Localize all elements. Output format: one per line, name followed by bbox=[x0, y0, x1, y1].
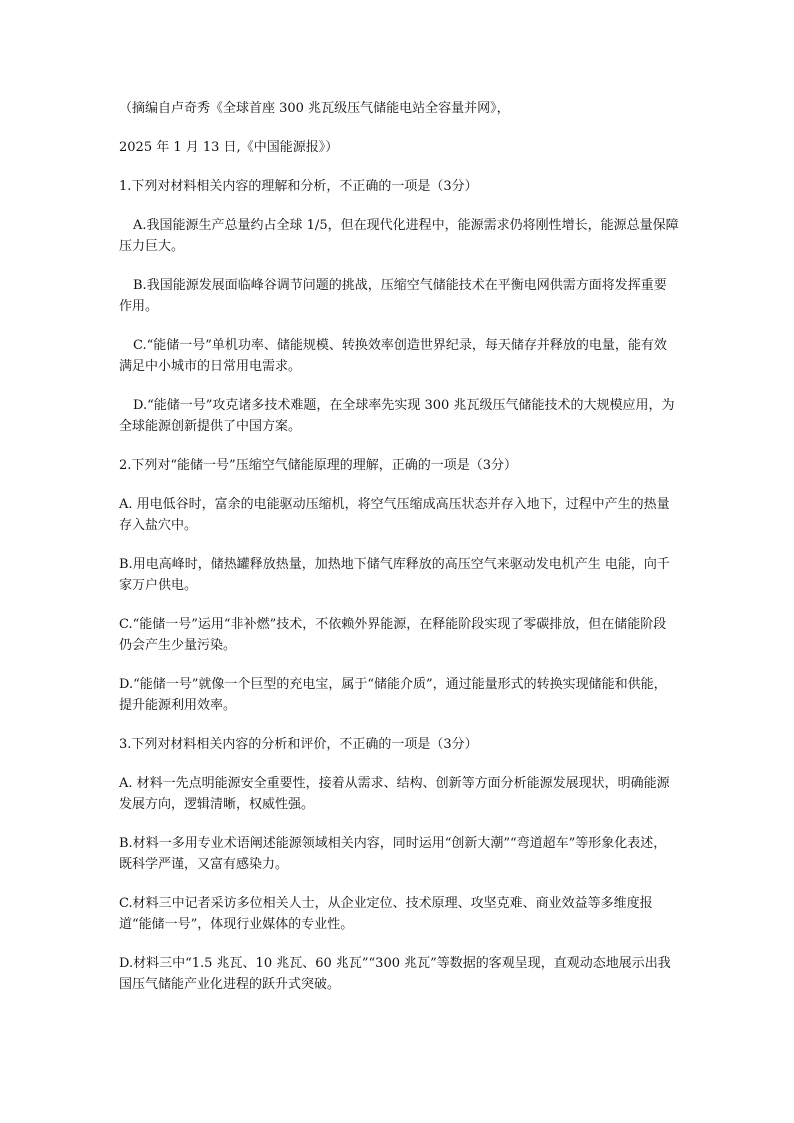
option-label: D. bbox=[119, 677, 134, 692]
question-3-option-b bbox=[119, 833, 679, 875]
option-label: C. bbox=[119, 896, 133, 911]
question-1-option-b bbox=[119, 275, 679, 317]
option-text: “能储一号”运用“非补燃”技术，不依赖外界能源，在释能阶段实现了零碳排放，但在储能阶段仍会产生少量污染。 bbox=[119, 617, 667, 653]
option-text: 我国能源发展面临峰谷调节问题的挑战，压缩空气储能技术在平衡电网供需方面将发挥重要作用。 bbox=[119, 278, 667, 314]
question-3-option-a bbox=[119, 773, 679, 815]
option-label: C. bbox=[133, 338, 147, 353]
spacer bbox=[119, 158, 679, 176]
option-text: “能储一号”攻克诸多技术难题，在全球率先实现 300 兆瓦级压气储能技术的大规模应用，为全球能源创新提供了中国方案。 bbox=[119, 398, 675, 434]
spacer bbox=[119, 536, 679, 554]
spacer bbox=[119, 476, 679, 494]
option-label: A. bbox=[119, 776, 133, 791]
question-2-option-a bbox=[119, 494, 679, 536]
question-2-stem: 2.下列对“能储一号”压缩空气储能原理的理解，正确的一项是（3分） bbox=[119, 458, 517, 473]
spacer bbox=[119, 935, 679, 953]
source-citation-line-1: （摘编自卢奇秀《全球首座 300 兆瓦级压气储能电站全容量并网》， bbox=[119, 101, 510, 116]
spacer bbox=[119, 197, 679, 215]
question-1-stem: 1.下列对材料相关内容的理解和分析，不正确的一项是（3分） bbox=[119, 179, 478, 194]
question-1-option-c bbox=[119, 335, 679, 377]
spacer bbox=[119, 656, 679, 674]
option-text: “能储一号”就像一个巨型的充电宝，属于“储能介质”，通过能量形式的转换实现储能和供能，提升能源利用效率。 bbox=[119, 677, 667, 713]
spacer bbox=[119, 377, 679, 395]
option-label: A. bbox=[119, 497, 133, 512]
question-2-option-d bbox=[119, 674, 679, 716]
option-label: B. bbox=[133, 278, 147, 293]
spacer bbox=[119, 437, 679, 455]
option-label: A. bbox=[133, 218, 147, 233]
question-1-option-d bbox=[119, 395, 679, 437]
question-3-option-c bbox=[119, 893, 679, 935]
option-text: 材料一多用专业术语阐述能源领域相关内容，同时运用“创新大潮”“弯道超车”等形象化表述，既科学严谨，又富有感染力。 bbox=[119, 836, 667, 872]
spacer bbox=[119, 119, 679, 137]
option-text: 材料一先点明能源安全重要性，接着从需求、结构、创新等方面分析能源发展现状，明确能源发展方向，逻辑清晰，权威性强。 bbox=[119, 776, 670, 812]
question-2-option-c bbox=[119, 614, 679, 656]
spacer bbox=[119, 317, 679, 335]
option-label: B. bbox=[119, 836, 133, 851]
option-text: 我国能源生产总量约占全球 1/5，但在现代化进程中，能源需求仍将刚性增长，能源总量保障压力巨大。 bbox=[119, 218, 679, 254]
option-text: 用电低谷时，富余的电能驱动压缩机，将空气压缩成高压状态并存入地下，过程中产生的热量存入盐穴中。 bbox=[119, 497, 670, 533]
option-label: D. bbox=[119, 956, 134, 971]
document-page bbox=[119, 98, 679, 995]
option-text: “能储一号”单机功率、储能规模、转换效率创造世界纪录，每天储存并释放的电量，能有效满足中小城市的日常用电需求。 bbox=[119, 338, 667, 374]
option-label: B. bbox=[119, 557, 133, 572]
question-3-option-d bbox=[119, 953, 679, 995]
source-citation-line-2: 2025 年 1 月 13 日,《中国能源报》） bbox=[119, 140, 339, 155]
spacer bbox=[119, 875, 679, 893]
spacer bbox=[119, 815, 679, 833]
spacer bbox=[119, 596, 679, 614]
spacer bbox=[119, 716, 679, 734]
option-text: 材料三中“1.5 兆瓦、10 兆瓦、60 兆瓦”“300 兆瓦”等数据的客观呈现，直观动态地展示出我国压气储能产业化进程的跃升式突破。 bbox=[119, 956, 671, 992]
question-3-stem: 3.下列对材料相关内容的分析和评价，不正确的一项是（3分） bbox=[119, 737, 478, 752]
option-text: 材料三中记者采访多位相关人士，从企业定位、技术原理、攻坚克难、商业效益等多维度报道“能储一号”，体现行业媒体的专业性。 bbox=[119, 896, 653, 932]
option-text: 用电高峰时，储热罐释放热量，加热地下储气库释放的高压空气来驱动发电机产生 电能，向千家万户供电。 bbox=[119, 557, 670, 593]
option-label: D. bbox=[133, 398, 148, 413]
question-2-option-b bbox=[119, 554, 679, 596]
spacer bbox=[119, 257, 679, 275]
spacer bbox=[119, 755, 679, 773]
question-1-option-a bbox=[119, 215, 679, 257]
option-label: C. bbox=[119, 617, 133, 632]
